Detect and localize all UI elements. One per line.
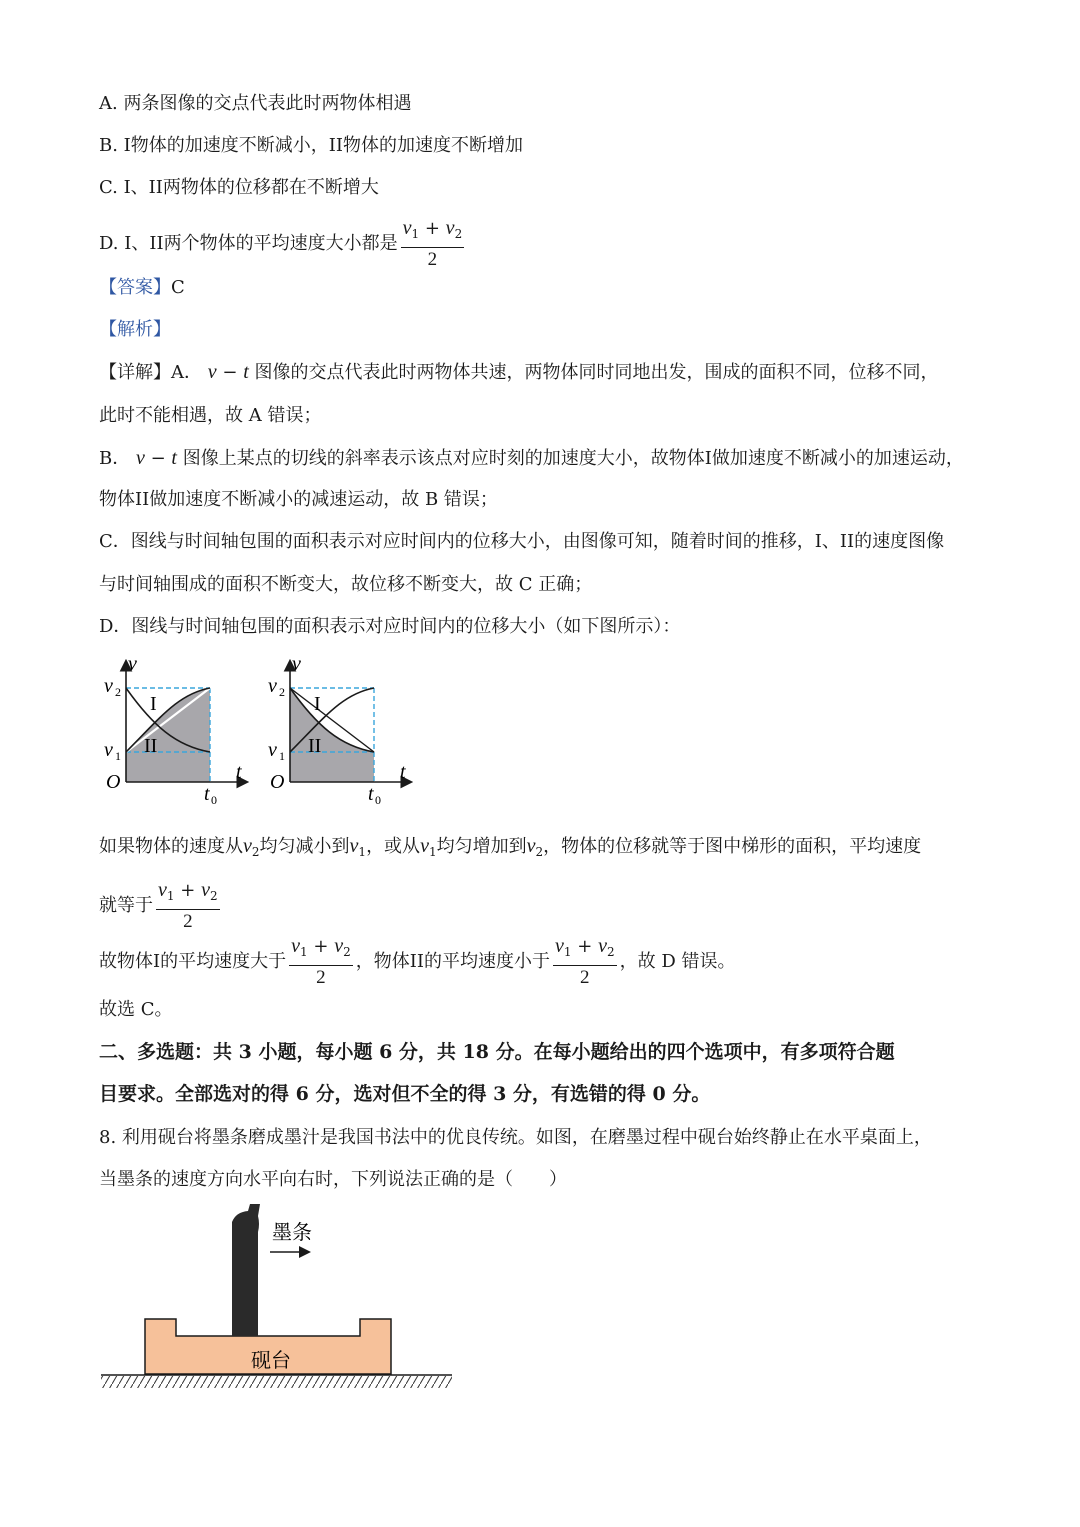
answer: 【答案】C bbox=[99, 277, 185, 298]
option-b: B. I物体的加速度不断减小，II物体的加速度不断增加 bbox=[99, 135, 523, 156]
para-uniform-change: 如果物体的速度从$v_2$均匀减小到$v_1$，或从$v_1$均匀增加到$v_2$，物体的位移就等于图中梯形的面积，平均速度 bbox=[99, 835, 922, 859]
curve-two-label: II bbox=[144, 735, 158, 757]
graph-right bbox=[268, 653, 410, 807]
v1-label: v bbox=[104, 739, 113, 761]
detail-a-line1: 【详解】A． v − t 图像的交点代表此时两物体共速，两物体同时同地出发，围成的面积不同，位移不同， bbox=[99, 361, 939, 383]
table-hatching bbox=[101, 1376, 452, 1388]
detail-d-line1: D．图线与时间轴包围的面积表示对应时间内的位移大小（如下图所示）： bbox=[99, 616, 681, 637]
detail-c-line2: 与时间轴围成的面积不断变大，故位移不断变大，故 C 正确； bbox=[99, 574, 593, 595]
option-c: C. I、II两物体的位移都在不断增大 bbox=[99, 177, 379, 198]
v1-label-sub: 1 bbox=[279, 749, 285, 763]
fraction-v1-plus-v2-over-2: $\frac{v_1 + v_2}{2}$ bbox=[158, 879, 218, 932]
ink-stick-label: 墨条 bbox=[272, 1222, 312, 1244]
detail-b-line1: B． v − t 图像上某点的切线的斜率表示该点对应时刻的加速度大小，故物体I做加速度不断减小的加速运动， bbox=[99, 447, 964, 469]
t0-label: t bbox=[368, 783, 374, 805]
option-d: D. I、II两个物体的平均速度大小都是 $\frac{v_1 + v_2}{2}$ bbox=[99, 217, 463, 270]
t0-label: t bbox=[204, 783, 210, 805]
v-axis-label: v bbox=[128, 653, 137, 675]
gray-area-curve-one bbox=[126, 688, 210, 782]
inkstone-figure bbox=[98, 1204, 458, 1390]
v2-label: v bbox=[268, 675, 277, 697]
v2-label: v bbox=[104, 675, 113, 697]
v1-label-sub: 1 bbox=[115, 749, 121, 763]
origin-label: O bbox=[270, 771, 285, 793]
t0-label-sub: 0 bbox=[211, 793, 217, 807]
ink-stick bbox=[232, 1204, 260, 1336]
para-equals: 就等于 $\frac{v_1 + v_2}{2}$ bbox=[99, 879, 218, 932]
inkstone-label: 砚台 bbox=[251, 1350, 291, 1372]
detail-c-line1: C．图线与时间轴包围的面积表示对应时间内的位移大小，由图像可知，随着时间的推移，I、II的速度图像 bbox=[99, 531, 945, 552]
detail-a-line2: 此时不能相遇，故 A 错误； bbox=[99, 405, 322, 426]
fraction-v1-plus-v2-over-2: $\frac{v_1 + v_2}{2}$ bbox=[291, 935, 351, 988]
graph-left bbox=[104, 653, 246, 807]
choose-answer: 故选 C。 bbox=[99, 999, 173, 1020]
para-conclusion-d: 故物体I的平均速度大于 $\frac{v_1 + v_2}{2}$ ，物体II的平均速度小于 $\frac{v_1 + v_2}{2}$ ，故 D 错误。 bbox=[99, 935, 736, 988]
section-2-heading-line2: 目要求。全部选对的得 6 分，选对但不全的得 3 分，有选错的得 0 分。 bbox=[99, 1083, 711, 1105]
v2-label-sub: 2 bbox=[279, 685, 285, 699]
gray-area-curve-two bbox=[290, 688, 374, 782]
v2-label-sub: 2 bbox=[115, 685, 121, 699]
t-axis-label: t bbox=[400, 761, 406, 783]
analysis-tag: 【解析】 bbox=[99, 319, 171, 340]
question-8-line1: 8. 利用砚台将墨条磨成墨汁是我国书法中的优良传统。如图，在磨墨过程中砚台始终静止在水平桌面上， bbox=[99, 1127, 932, 1148]
fraction-v1-plus-v2-over-2: $\frac{v_1 + v_2}{2}$ bbox=[402, 217, 463, 270]
question-8-line2: 当墨条的速度方向水平向右时，下列说法正确的是（ ） bbox=[99, 1169, 567, 1190]
curve-two-label: II bbox=[308, 735, 322, 757]
curve-one-label: I bbox=[314, 693, 321, 715]
v1-label: v bbox=[268, 739, 277, 761]
curve-one-label: I bbox=[150, 693, 157, 715]
v-axis-label: v bbox=[292, 653, 301, 675]
fraction-v1-plus-v2-over-2: $\frac{v_1 + v_2}{2}$ bbox=[554, 935, 615, 988]
detail-b-line2: 物体II做加速度不断减小的减速运动，故 B 错误； bbox=[99, 489, 498, 510]
option-a: A. 两条图像的交点代表此时两物体相遇 bbox=[99, 93, 412, 114]
vt-graphs bbox=[98, 648, 428, 810]
t0-label-sub: 0 bbox=[375, 793, 381, 807]
origin-label: O bbox=[106, 771, 121, 793]
section-2-heading-line1: 二、多选题：共 3 小题，每小题 6 分，共 18 分。在每小题给出的四个选项中，有多项符合题 bbox=[99, 1041, 895, 1063]
t-axis-label: t bbox=[236, 761, 242, 783]
